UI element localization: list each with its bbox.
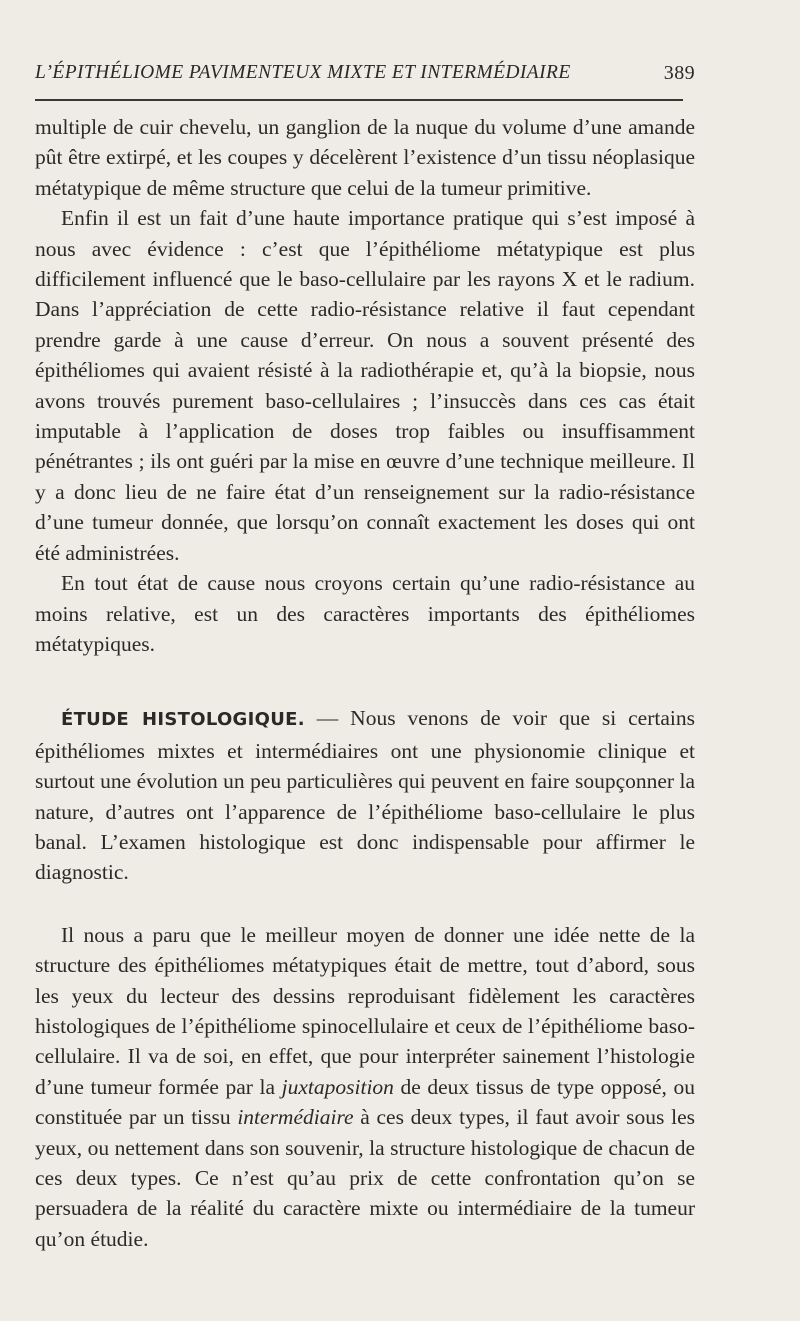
- page-number: 389: [663, 62, 695, 84]
- paragraph-structure: [35, 920, 695, 1254]
- paragraph-histology-intro: [35, 703, 695, 887]
- running-head: [35, 62, 695, 92]
- paragraph-histology-text: — Nous venons de voir que si certains épithéliomes mixtes et intermédiaires ont une physionomie clinique et surtout une évolution un peu particulières qui peuvent en faire soupçonner la nature, d’autres ont l’apparence de l’épithéliome baso-cellulaire le plus banal. L’examen histologique est donc indispensable pour affirmer le diagnostic.: [35, 706, 695, 885]
- body-text: [35, 112, 695, 1254]
- paragraph-structure-part-a: Il nous a paru que le meilleur moyen de donner une idée nette de la structure des épithéliomes métatypiques était de mettre, tout d’abord, sous les yeux du lecteur des dessins reproduisant fidèlement les caractères histologiques de l’épithéliome spinocellulaire et ceux de l’épithéliome baso-cellulaire. Il va de soi, en effet, que pour interpréter sainement l’histologie d’une tumeur formée par la: [35, 922, 695, 1099]
- running-title: L’ÉPITHÉLIOME PAVIMENTEUX MIXTE ET INTERMÉDIAIRE: [35, 62, 571, 83]
- paragraph-radio-resistance: Enfin il est un fait d’une haute importance pratique qui s’est imposé à nous avec évidence : c’est que l’épithéliome métatypique est plus difficilement influencé que le baso-cellulaire par les rayons X et le radium. Dans l’appréciation de cette radio-résistance relative il faut cependant prendre garde à une cause d’erreur. On nous a souvent présenté des épithéliomes qui avaient résisté à la radiothérapie et, qu’à la biopsie, nous avons trouvés purement baso-cellulaires ; l’insuccès dans ces cas était imputable à l’application de doses trop faibles ou insuffisamment pénétrantes ; ils ont guéri par la mise en œuvre d’une technique meilleure. Il y a donc lieu de ne faire état d’un renseignement sur la radio-résistance d’une tumeur donnée, que lorsqu’on connaît exactement les doses qui ont été administrées.: [35, 206, 695, 565]
- paragraph-spacer: [35, 888, 695, 920]
- italic-juxtaposition: juxtaposition: [281, 1074, 394, 1099]
- section-spacer: [35, 659, 695, 703]
- paragraph-conclusion: En tout état de cause nous croyons certain qu’une radio-résistance au moins relative, est un des caractères importants des épithéliomes métatypiques.: [35, 571, 695, 656]
- italic-intermediaire: intermédiaire: [237, 1105, 354, 1130]
- paragraph-structure-part-c: à ces deux types, il faut avoir sous les yeux, ou nettement dans son souvenir, la structure histologique de chacun de ces deux types. Ce n’est qu’au prix de cette confrontation qu’on se persuadera de la réalité du caractère mixte ou intermédiaire de la tumeur qu’on étudie.: [35, 1105, 695, 1251]
- header-rule: [35, 99, 683, 101]
- paragraph-structure-part-b: de deux tissus de type opposé, ou constituée par un tissu: [35, 1074, 695, 1130]
- paragraph-continuation: multiple de cuir chevelu, un ganglion de la nuque du volume d’une amande pût être extirpé, et les coupes y décelèrent l’existence d’un tissu néoplasique métatypique de même structure que celui de la tumeur primitive.: [35, 115, 695, 200]
- section-heading: ÉTUDE HISTOLOGIQUE.: [61, 709, 305, 731]
